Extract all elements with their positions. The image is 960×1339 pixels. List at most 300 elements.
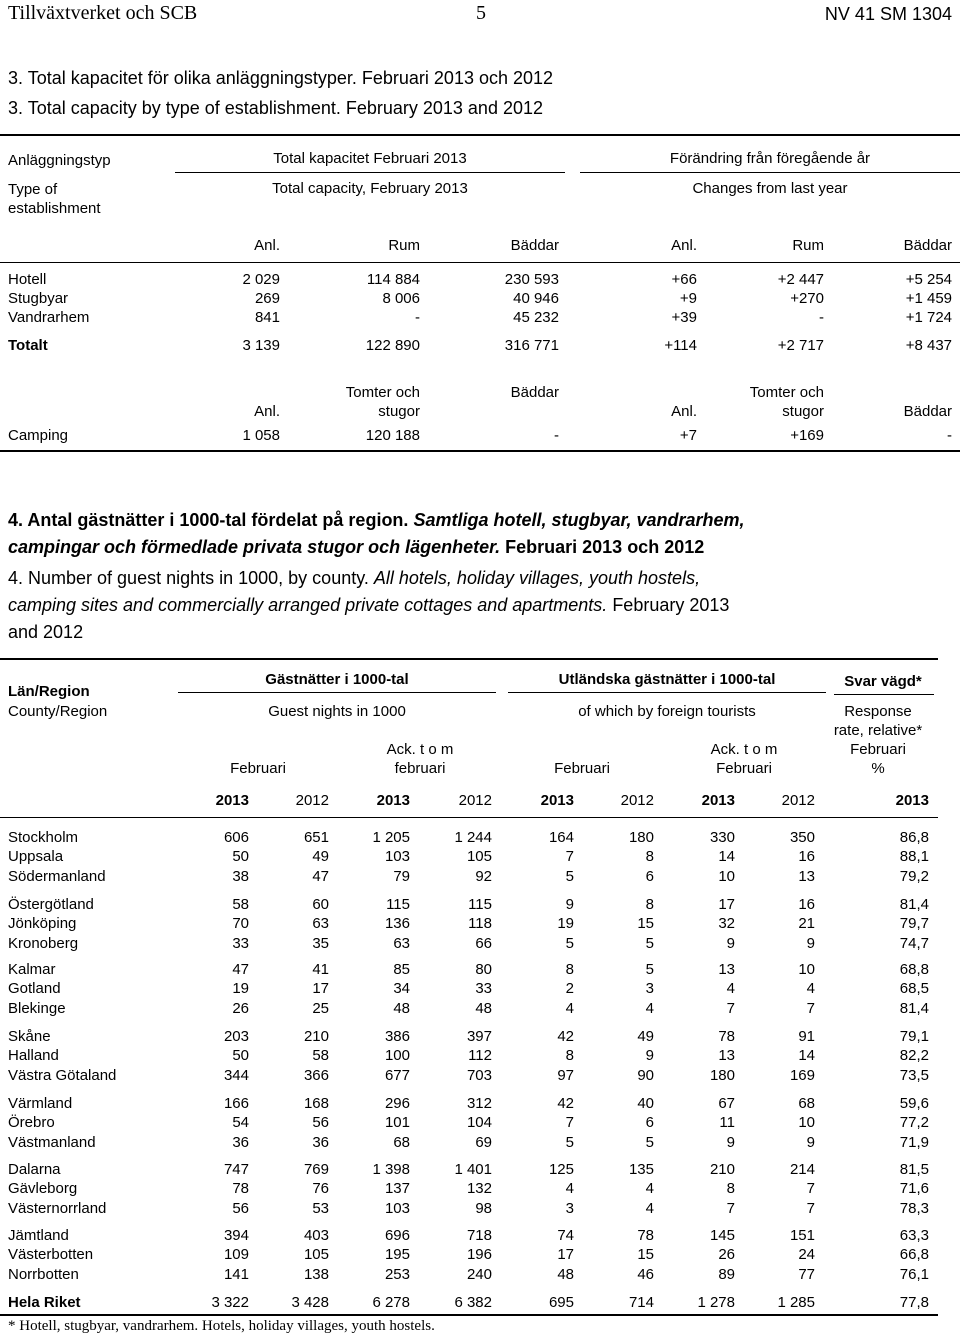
cell: 296 [384,1095,410,1112]
row-label: Kronoberg [8,935,79,952]
cell: 7 [726,1200,735,1217]
table-row [0,1246,960,1266]
t4-header-region-en: County/Region [8,703,108,720]
row-label: Jämtland [8,1227,69,1244]
cell: 122 890 [365,337,420,354]
cell: 350 [789,829,815,846]
header-right: NV 41 SM 1304 [824,4,952,24]
cell: +270 [790,290,824,307]
cell: 1 278 [697,1294,735,1311]
cell: 230 593 [504,271,559,288]
cell: 397 [466,1028,492,1045]
row-label: Västmanland [8,1134,96,1151]
table-row [0,290,960,310]
cell: 40 [637,1095,654,1112]
cell: 316 771 [504,337,559,354]
cell: 82,2 [899,1047,929,1064]
t4-header-guestnights-sv: Gästnätter i 1000-tal [265,671,409,688]
cell: 26 [232,1000,249,1017]
cell: 35 [312,935,329,952]
cell: 210 [303,1028,329,1045]
cell: 151 [789,1227,815,1244]
cell: 9 [565,896,574,913]
cell: +2 717 [777,337,824,354]
cell: 88,1 [899,848,929,865]
cell: 13 [718,1047,735,1064]
t4-title-en-part-d: February 2013 [607,595,730,615]
table-row [0,1227,960,1247]
cell: 68 [393,1134,410,1151]
cell: 10 [718,868,735,885]
row-label: Blekinge [8,1000,66,1017]
cell: 169 [789,1067,815,1084]
t4-header-foreign-en: of which by foreign tourists [578,703,756,720]
table4-title-sv-line2 [8,537,704,558]
cell: 42 [557,1095,574,1112]
t4-sub-feb1: Februari [230,760,286,777]
row-label: Värmland [8,1095,73,1112]
cell: 16 [798,896,815,913]
table4-bottom-rule [0,1314,938,1316]
cell: 2 029 [242,271,280,288]
cell: 4 [645,1200,654,1217]
cell: 5 [645,1134,654,1151]
cell: 19 [232,980,249,997]
t4-header-response-rule [834,694,934,695]
cell: 118 [468,915,492,932]
table-row [0,1095,960,1115]
cell: 85 [393,961,410,978]
table3-top-rule [0,134,960,136]
cell: 58 [232,896,249,913]
cell: 5 [645,961,654,978]
cell: 1 244 [454,829,492,846]
cell: 45 232 [513,309,559,326]
cell: 79,2 [899,868,929,885]
t4-year-row [0,792,960,812]
cell: 5 [565,1134,574,1151]
cell: 17 [312,980,329,997]
year: 2013 [895,792,929,809]
cell: 32 [718,915,735,932]
t4-title-en-part-e: and 2012 [8,622,84,642]
cell: 10 [798,961,815,978]
t3-sub-anl: Anl. [254,237,280,254]
cell: 78 [718,1028,735,1045]
row-label: Västernorrland [8,1200,107,1217]
cell: 3 [565,1200,574,1217]
cell: 34 [393,980,410,997]
cell: 747 [223,1161,249,1178]
cell: 59,6 [899,1095,929,1112]
cell: 344 [223,1067,249,1084]
t4-sub-ack1-l2: februari [394,760,446,777]
cell: 76,1 [899,1266,929,1283]
cell: 53 [312,1200,329,1217]
cell: 47 [312,868,329,885]
t3-header-capacity-en: Total capacity, February 2013 [272,180,468,197]
row-label: Uppsala [8,848,64,865]
t4-title-en-part-a: 4. Number of guest nights in 1000, by county. [8,568,374,588]
t4-header-foreign-rule [508,692,826,693]
cell: 67 [718,1095,735,1112]
table4-title-sv-line1 [8,510,745,531]
cell: 92 [475,868,492,885]
cell: 7 [565,848,574,865]
cell: 214 [789,1161,815,1178]
cell: 7 [806,1200,815,1217]
t4-header-guestnights-rule [178,692,496,693]
cell: 4 [806,980,815,997]
row-label: Kalmar [8,961,56,978]
cell: - [554,427,559,444]
t4-header-guestnights-en: Guest nights in 1000 [268,703,406,720]
table4-title-en-line1 [8,568,700,589]
cell: 695 [548,1294,574,1311]
cell: 2 [565,980,574,997]
cell: 49 [637,1028,654,1045]
camp-sub-tomter-l1: Tomter och [345,384,420,401]
cell: 54 [232,1114,249,1131]
cell: 164 [548,829,574,846]
table-row [0,935,960,955]
t4-title-en-part-b: All hotels, holiday villages, youth hostels, [373,568,701,588]
cell: 100 [384,1047,410,1064]
cell: 13 [718,961,735,978]
cell: 253 [384,1266,410,1283]
row-label: Stockholm [8,829,79,846]
table-row [0,1266,960,1286]
cell: 97 [557,1067,574,1084]
t3-header-type-sv: Anläggningstyp [8,152,111,169]
camp-sub-baddar-change: Bäddar [903,403,952,420]
cell: 33 [475,980,492,997]
cell: 606 [223,829,249,846]
cell: 703 [466,1067,492,1084]
cell: 38 [232,868,249,885]
cell: 696 [384,1227,410,1244]
table-row [0,915,960,935]
cell: 8 006 [382,290,420,307]
cell: 7 [565,1114,574,1131]
cell: 70 [232,915,249,932]
cell: 132 [466,1180,492,1197]
cell: 141 [223,1266,249,1283]
cell: 180 [628,829,654,846]
cell: 8 [565,1047,574,1064]
cell: 114 884 [366,271,420,288]
cell: 6 382 [454,1294,492,1311]
cell: 74 [557,1227,574,1244]
cell: 11 [719,1114,735,1131]
cell: 168 [303,1095,329,1112]
cell: 56 [312,1114,329,1131]
cell: 4 [645,1000,654,1017]
t3-header-capacity-rule [175,172,565,173]
table-row [0,848,960,868]
cell: +5 254 [905,271,952,288]
cell: 841 [254,309,280,326]
cell: 77 [798,1266,815,1283]
cell: +1 724 [905,309,952,326]
cell: 7 [806,1000,815,1017]
cell: 68,5 [899,980,929,997]
cell: 9 [726,935,735,952]
cell: 78 [232,1180,249,1197]
cell: 1 285 [777,1294,815,1311]
t4-sub-ack2-l1: Ack. t o m [710,741,778,758]
cell: 10 [798,1114,815,1131]
cell: 63,3 [899,1227,929,1244]
cell: 68,8 [899,961,929,978]
row-label: Hela Riket [8,1294,81,1311]
cell: 4 [726,980,735,997]
cell: 718 [466,1227,492,1244]
cell: 269 [254,290,280,307]
cell: 8 [645,848,654,865]
cell: 195 [384,1246,410,1263]
cell: +9 [679,290,697,307]
cell: 769 [303,1161,329,1178]
cell: 81,4 [899,1000,929,1017]
table-row [0,1028,960,1048]
cell: 16 [798,848,815,865]
cell: 3 [645,980,654,997]
cell: 112 [468,1047,492,1064]
t4-sub-ack1-l1: Ack. t o m [386,741,454,758]
row-label: Camping [8,427,69,444]
cell: 9 [806,1134,815,1151]
cell: 80 [475,961,492,978]
cell: 15 [637,915,654,932]
t3-sub-rum-change: Rum [792,237,824,254]
cell: 9 [726,1134,735,1151]
t3-sub-baddar: Bäddar [510,237,559,254]
cell: 14 [798,1047,815,1064]
t4-header-response-en3: Februari [850,741,906,758]
cell: 48 [557,1266,574,1283]
cell: 47 [232,961,249,978]
cell: 79 [393,868,410,885]
cell: 386 [384,1028,410,1045]
cell: 366 [303,1067,329,1084]
row-label: Totalt [8,337,48,354]
t4-title-en-part-c: camping sites and commercially arranged private cottages and apartments. [8,595,608,615]
cell: +2 447 [777,271,824,288]
cell: 15 [637,1246,654,1263]
table-row-total [0,337,960,357]
cell: 115 [386,896,410,913]
cell: 79,7 [899,915,929,932]
cell: 36 [232,1134,249,1151]
t4-header-response-en2: rate, relative* [833,722,923,739]
t4-header-response-sv: Svar vägd* [844,673,922,690]
cell: 109 [223,1246,249,1263]
cell: 78 [637,1227,654,1244]
cell: 71,9 [899,1134,929,1151]
t4-header-response-en1: Response [844,703,912,720]
cell: 6 278 [372,1294,410,1311]
cell: 50 [232,848,249,865]
cell: 203 [223,1028,249,1045]
cell: 4 [565,1180,574,1197]
cell: 63 [393,935,410,952]
table-row [0,1114,960,1134]
t4-sub-feb2: Februari [554,760,610,777]
cell: 3 139 [242,337,280,354]
table-row [0,1161,960,1181]
table-row [0,896,960,916]
cell: 25 [312,1000,329,1017]
cell: +7 [679,427,697,444]
cell: 36 [312,1134,329,1151]
cell: 48 [393,1000,410,1017]
year: 2012 [620,792,654,809]
cell: 77,8 [899,1294,929,1311]
cell: 5 [645,935,654,952]
camp-sub-baddar: Bäddar [510,384,559,401]
cell: 196 [466,1246,492,1263]
cell: 24 [798,1246,815,1263]
cell: 71,6 [899,1180,929,1197]
cell: 6 [645,868,654,885]
cell: 81,5 [899,1161,929,1178]
table-row [0,1047,960,1067]
cell: 101 [384,1114,410,1131]
t3-header-change-rule [580,172,960,173]
year: 2012 [295,792,329,809]
cell: 651 [303,829,329,846]
row-label: Gävleborg [8,1180,78,1197]
row-label: Jönköping [8,915,77,932]
t4-title-sv-part-d: Februari 2013 och 2012 [500,537,705,557]
row-label: Hotell [8,271,47,288]
cell: 3 428 [291,1294,329,1311]
cell: 166 [223,1095,249,1112]
cell: 50 [232,1047,249,1064]
t4-header-bottom-rule [0,817,938,818]
t3-header-type-en: Type of establishment [8,181,101,217]
cell: 41 [312,961,329,978]
cell: 98 [475,1200,492,1217]
camp-sub-tomter-l2: stugor [378,403,420,420]
row-label: Stugbyar [8,290,69,307]
row-label: Skåne [8,1028,51,1045]
cell: 403 [303,1227,329,1244]
t3-sub-anl-change: Anl. [671,237,697,254]
row-label: Södermanland [8,868,106,885]
row-label: Östergötland [8,896,94,913]
row-label: Västerbotten [8,1246,94,1263]
t4-sub-ack2-l2: Februari [716,760,772,777]
cell: 66 [475,935,492,952]
table-row [0,868,960,888]
cell: +1 459 [905,290,952,307]
cell: 48 [475,1000,492,1017]
cell: 7 [726,1000,735,1017]
row-label: Västra Götaland [8,1067,117,1084]
t3-header-capacity-sv: Total kapacitet Februari 2013 [273,150,467,167]
year: 2013 [376,792,410,809]
table-row [0,1067,960,1087]
cell: 9 [806,935,815,952]
table-row-camping [0,427,960,447]
camp-sub-tomter2-l1: Tomter och [749,384,824,401]
camp-sub-tomter2-l2: stugor [782,403,824,420]
cell: 78,3 [899,1200,929,1217]
cell: 145 [709,1227,735,1244]
cell: 210 [709,1161,735,1178]
cell: 4 [645,1180,654,1197]
table-row [0,309,960,329]
cell: +39 [671,309,697,326]
cell: 180 [709,1067,735,1084]
cell: 19 [557,915,574,932]
cell: 42 [557,1028,574,1045]
cell: 46 [637,1266,654,1283]
cell: 1 401 [454,1161,492,1178]
cell: 240 [466,1266,492,1283]
cell: 68 [798,1095,815,1112]
cell: 138 [303,1266,329,1283]
cell: 677 [384,1067,410,1084]
cell: 81,4 [899,896,929,913]
table-row [0,1200,960,1220]
cell: +169 [790,427,824,444]
cell: 58 [312,1047,329,1064]
cell: 312 [466,1095,492,1112]
row-label: Örebro [8,1114,55,1131]
cell: 1 058 [242,427,280,444]
cell: 125 [548,1161,574,1178]
cell: 66,8 [899,1246,929,1263]
table4-top-rule [0,658,938,660]
t3-sub-rum: Rum [388,237,420,254]
t4-title-sv-part-a: 4. Antal gästnätter i 1000-tal fördelat på region. [8,510,414,530]
t4-header-foreign-sv: Utländska gästnätter i 1000-tal [558,671,776,688]
row-label: Gotland [8,980,61,997]
cell: 13 [798,868,815,885]
t4-title-sv-part-b: Samtliga hotell, stugbyar, vandrarhem, [413,510,745,530]
cell: 56 [232,1200,249,1217]
cell: 5 [565,935,574,952]
cell: 120 188 [365,427,420,444]
cell: 115 [468,896,492,913]
cell: 103 [384,848,410,865]
header-left: Tillväxtverket och SCB [8,2,198,24]
t3-subheader-row [0,237,960,257]
t4-title-sv-part-c: campingar och förmedlade privata stugor och lägenheter. [8,537,501,557]
cell: 49 [312,848,329,865]
cell: 135 [628,1161,654,1178]
table-row [0,980,960,1000]
cell: 77,2 [899,1114,929,1131]
t4-header-response-pct: % [871,760,885,777]
year: 2012 [458,792,492,809]
cell: 1 398 [372,1161,410,1178]
row-label: Vandrarhem [8,309,90,326]
cell: 14 [718,848,735,865]
camp-sub-anl: Anl. [254,403,280,420]
cell: 6 [645,1114,654,1131]
table4-title-en-line2 [8,595,729,616]
year: 2013 [701,792,735,809]
cell: 26 [718,1246,735,1263]
cell: 5 [565,868,574,885]
cell: 394 [223,1227,249,1244]
cell: 7 [806,1180,815,1197]
cell: 60 [312,896,329,913]
